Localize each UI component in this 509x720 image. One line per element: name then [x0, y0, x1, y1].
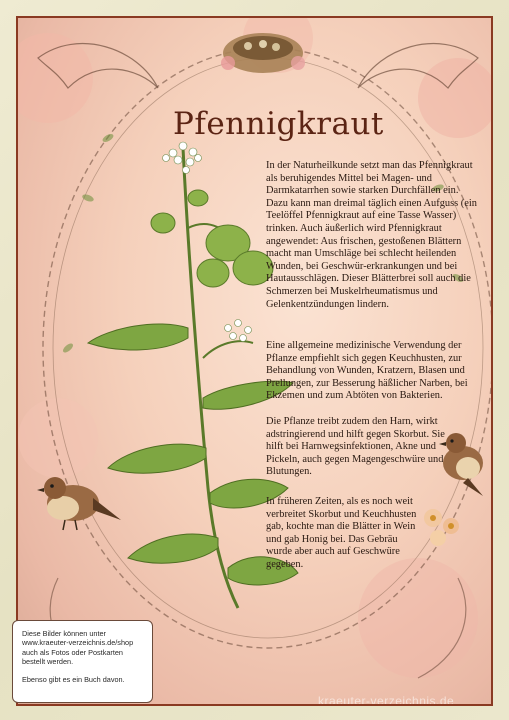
page-title: Pfennigkraut: [173, 106, 384, 142]
poster-page: [16, 16, 493, 706]
flower-cluster-illustration: [413, 498, 473, 558]
order-notice-text: Diese Bilder können unter www.kraeuter-verzeichnis.de/shop auch als Fotos oder Postkarten bestellt werden.: [22, 629, 134, 667]
book-notice-text: Ebenso gibt es ein Buch davon.: [22, 674, 125, 684]
nest-illustration: [218, 23, 308, 78]
watermark-text: kraeuter-verzeichnis.de: [318, 694, 455, 706]
order-notice-box: [12, 620, 153, 703]
paragraph-2: Eine allgemeine medizinische Verwendung der Pflanze empfiehlt sich gegen Keuchhusten, zur Behandlung von Wunden, Kratzern, Blasen und Prellungen, zur Besserung häßlicher Narben, bei Ekzemen und zum Abtöten von Bakterien.: [266, 340, 468, 402]
paragraph-1: In der Naturheilkunde setzt man das Pfennigkraut als beruhigendes Mittel bei Magen- und Darmkatarrhen sowie starken Durchfällen ein. Dazu kann man dreimal täglich einen Aufguss (ein Teelöffel Pfennigkraut auf eine Tasse Wasser) trinken. Auch äußerlich wird Pfennigkraut angewendet: Aus frischen, gestoßenen Blättern macht man Umschläge bei schlecht heilenden Wunden, bei Geschwür-erkrankungen und bei Hautausschlägen. Dieser Blätterbrei soll auch die Schmerzen bei Muskelrheumatismus und Gelenkentzündungen lindern.: [266, 160, 477, 310]
paragraph-3: Die Pflanze treibt zudem den Harn, wirkt adstringierend und hilft gegen Skorbut. Sie hilft bei Harnwegsinfektionen, Akne und Pickeln, auch gegen Magengeschwüre und Blutungen.: [266, 416, 445, 478]
bird-right-illustration: [428, 418, 493, 498]
bird-left-illustration: [33, 458, 123, 538]
paragraph-4: In früheren Zeiten, als es noch weit verbreitet Skorbut und Keuchhusten gab, kochte man die Blätter in Wein und gab Honig bei. Das Gebräu wurde aber auch auf Geschwüre gegeben.: [266, 496, 417, 570]
